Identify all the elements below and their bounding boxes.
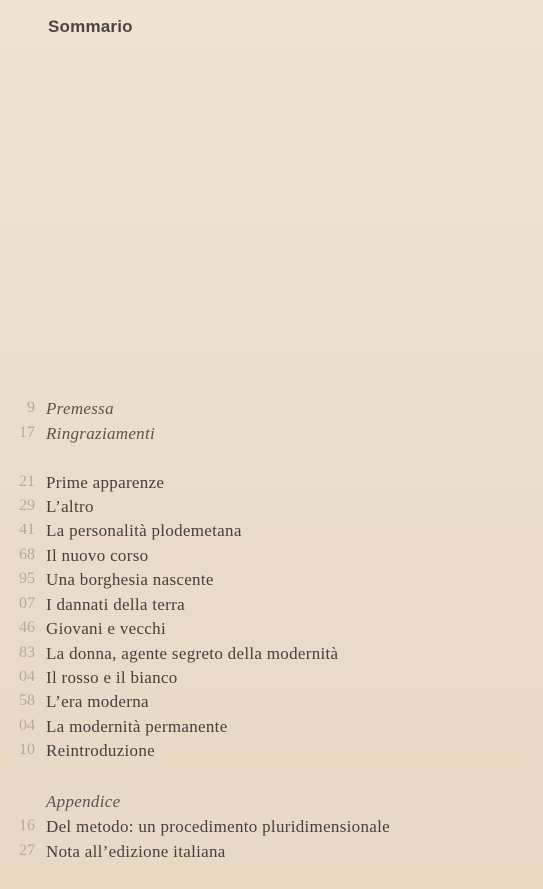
entry-title: Una borghesia nascente [46, 570, 214, 589]
page-number: 04 [19, 717, 35, 734]
entry-title: L’era moderna [46, 692, 149, 711]
entry-title: I dannati della terra [46, 595, 185, 614]
toc-entry [0, 717, 543, 741]
entry-title: Del metodo: un procedimento pluridimensionale [46, 817, 390, 836]
entry-title: Nota all’edizione italiana [46, 842, 226, 861]
toc-entry [0, 473, 543, 497]
page-number: 04 [19, 668, 35, 685]
toc-entry [0, 692, 543, 716]
page-number: 46 [19, 619, 35, 636]
entry-title: La donna, agente segreto della modernità [46, 644, 339, 663]
toc-entry [0, 668, 543, 692]
entry-title: Giovani e vecchi [46, 619, 166, 638]
toc-entry [0, 619, 543, 643]
toc-entry-premessa [0, 399, 543, 423]
page-number: 17 [19, 424, 35, 441]
entry-title: L’altro [46, 497, 94, 516]
entry-title: Premessa [46, 399, 114, 418]
page-number: 83 [19, 644, 35, 661]
page-number: 16 [19, 817, 35, 834]
entry-title: Il rosso e il bianco [46, 668, 178, 687]
page-number: 41 [19, 521, 35, 538]
toc-entry [0, 521, 543, 545]
page-number: 21 [19, 473, 35, 490]
toc-entry [0, 817, 543, 841]
toc-entry [0, 570, 543, 594]
page-number: 27 [19, 842, 35, 859]
entry-title: Il nuovo corso [46, 546, 149, 565]
section-title: Appendice [46, 792, 121, 811]
entry-title: La modernità permanente [46, 717, 228, 736]
entry-title: La personalità plodemetana [46, 521, 242, 540]
page-number: 10 [19, 741, 35, 758]
page-number: 29 [19, 497, 35, 514]
toc-entry [0, 497, 543, 521]
toc-entry-ringraziamenti [0, 424, 543, 448]
page-number: 68 [19, 546, 35, 563]
toc-entry [0, 741, 543, 765]
page-number: 9 [27, 399, 35, 416]
entry-title: Prime apparenze [46, 473, 165, 492]
entry-title: Reintroduzione [46, 741, 156, 760]
appendix-heading [0, 792, 543, 816]
page-number: 95 [19, 570, 35, 587]
page-number: 07 [19, 595, 35, 612]
toc-entry [0, 546, 543, 570]
toc-entry [0, 644, 543, 668]
toc-entry [0, 595, 543, 619]
page-number: 58 [19, 692, 35, 709]
entry-title: Ringraziamenti [46, 424, 156, 443]
toc-entry [0, 842, 543, 866]
page-title: Sommario [48, 17, 133, 36]
